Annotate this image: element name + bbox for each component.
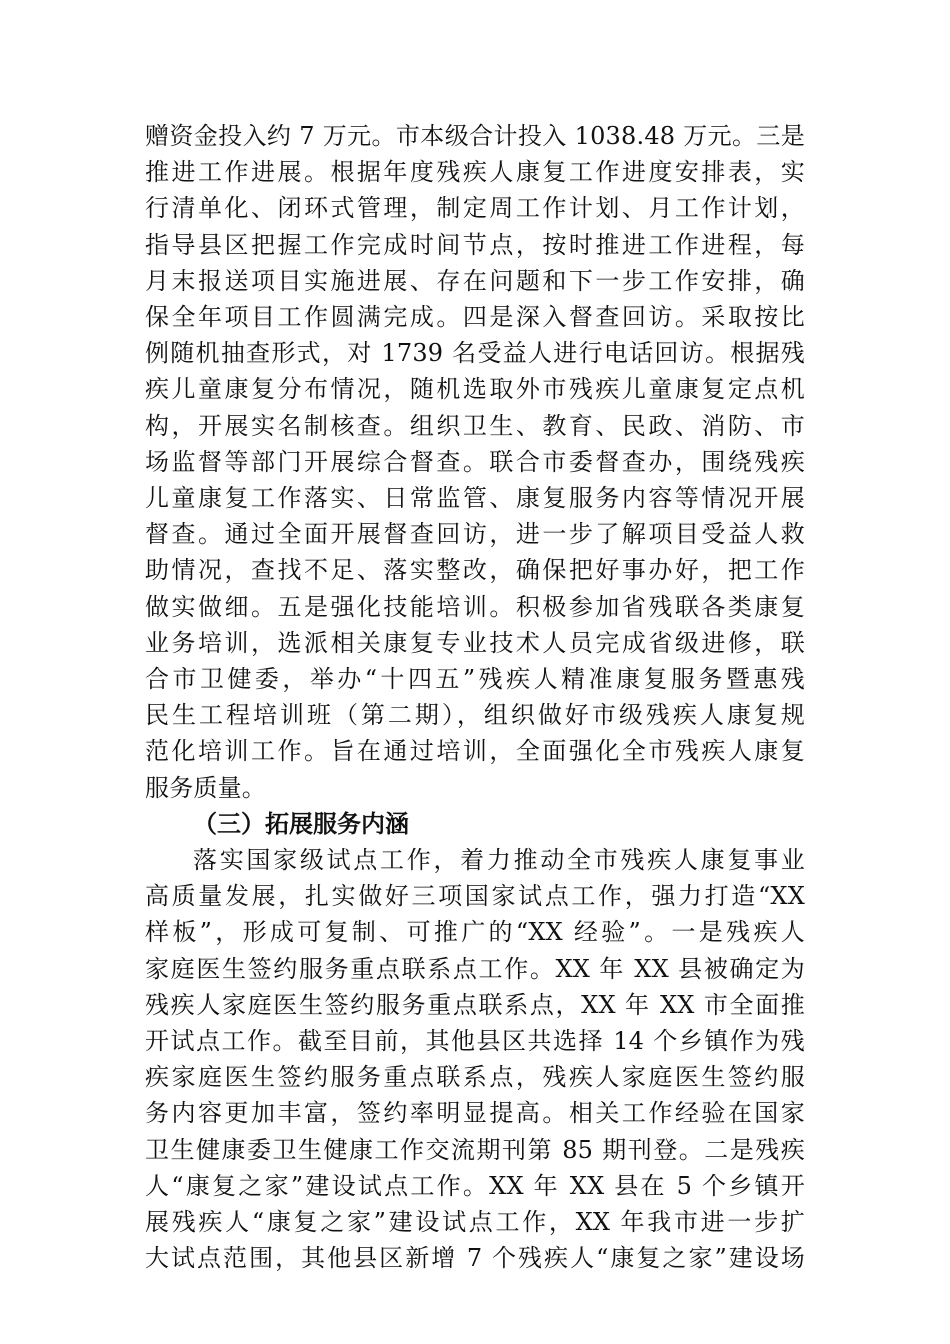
text-line: 展残疾人“康复之家”建设试点工作，XX 年我市进一步扩 <box>145 1208 805 1237</box>
text-line: 落实国家级试点工作，着力推动全市残疾人康复事业 <box>193 846 805 875</box>
paragraph-pilot-work <box>145 842 805 1276</box>
paragraph-funding-and-progress <box>145 118 805 806</box>
text-line: 样板”，形成可复制、可推广的“XX 经验”。一是残疾人 <box>145 918 805 947</box>
text-line: 合市卫健委，举办“十四五”残疾人精准康复服务暨惠残 <box>145 665 805 694</box>
text-line: 儿童康复工作落实、日常监管、康复服务内容等情况开展 <box>145 484 805 513</box>
text-line: 家庭医生签约服务重点联系点工作。XX 年 XX 县被确定为 <box>145 954 805 983</box>
text-line: 督查。通过全面开展督查回访，进一步了解项目受益人救 <box>145 520 805 549</box>
text-line: 务内容更加丰富，签约率明显提高。相关工作经验在国家 <box>145 1099 805 1128</box>
text-line: 疾家庭医生签约服务重点联系点，残疾人家庭医生签约服 <box>145 1063 805 1092</box>
text-line: 行清单化、闭环式管理，制定周工作计划、月工作计划， <box>145 194 805 223</box>
text-line: 赠资金投入约 7 万元。市本级合计投入 1038.48 万元。三是 <box>145 122 805 150</box>
text-line: 业务培训，选派相关康复专业技术人员完成省级进修，联 <box>145 628 805 657</box>
text-line: 大试点范围，其他县区新增 7 个残疾人“康复之家”建设场 <box>145 1244 805 1273</box>
text-line: 卫生健康委卫生健康工作交流期刊第 85 期刊登。二是残疾 <box>145 1135 805 1164</box>
text-line: 推进工作进展。根据年度残疾人康复工作进度安排表，实 <box>145 158 805 187</box>
text-line: 例随机抽查形式，对 1739 名受益人进行电话回访。根据残 <box>145 339 805 368</box>
text-line: 月末报送项目实施进展、存在问题和下一步工作安排，确 <box>145 266 805 295</box>
text-line: 保全年项目工作圆满完成。四是深入督查回访。采取按比 <box>145 303 805 332</box>
text-line: 范化培训工作。旨在通过培训，全面强化全市残疾人康复 <box>145 737 805 766</box>
text-line: 做实做细。五是强化技能培训。积极参加省残联各类康复 <box>145 592 805 621</box>
section-heading: （三）拓展服务内涵 <box>193 808 409 838</box>
text-line: 民生工程培训班（第二期），组织做好市级残疾人康复规 <box>145 701 805 730</box>
text-line: 高质量发展，扎实做好三项国家试点工作，强力打造“XX <box>145 882 805 911</box>
text-line: 开试点工作。截至目前，其他县区共选择 14 个乡镇作为残 <box>145 1027 805 1056</box>
text-line: 服务质量。 <box>145 773 266 802</box>
text-line: 人“康复之家”建设试点工作。XX 年 XX 县在 5 个乡镇开 <box>145 1171 805 1200</box>
text-line: 场监督等部门开展综合督查。联合市委督查办，围绕残疾 <box>145 447 805 476</box>
text-line: 疾儿童康复分布情况，随机选取外市残疾儿童康复定点机 <box>145 375 805 404</box>
text-line: 构，开展实名制核查。组织卫生、教育、民政、消防、市 <box>145 411 805 440</box>
text-line: 残疾人家庭医生签约服务重点联系点，XX 年 XX 市全面推 <box>145 990 805 1019</box>
document-body <box>145 118 805 1277</box>
text-line: 指导县区把握工作完成时间节点，按时推进工作进程，每 <box>145 230 805 259</box>
text-line: 助情况，查找不足、落实整改，确保把好事办好，把工作 <box>145 556 805 585</box>
